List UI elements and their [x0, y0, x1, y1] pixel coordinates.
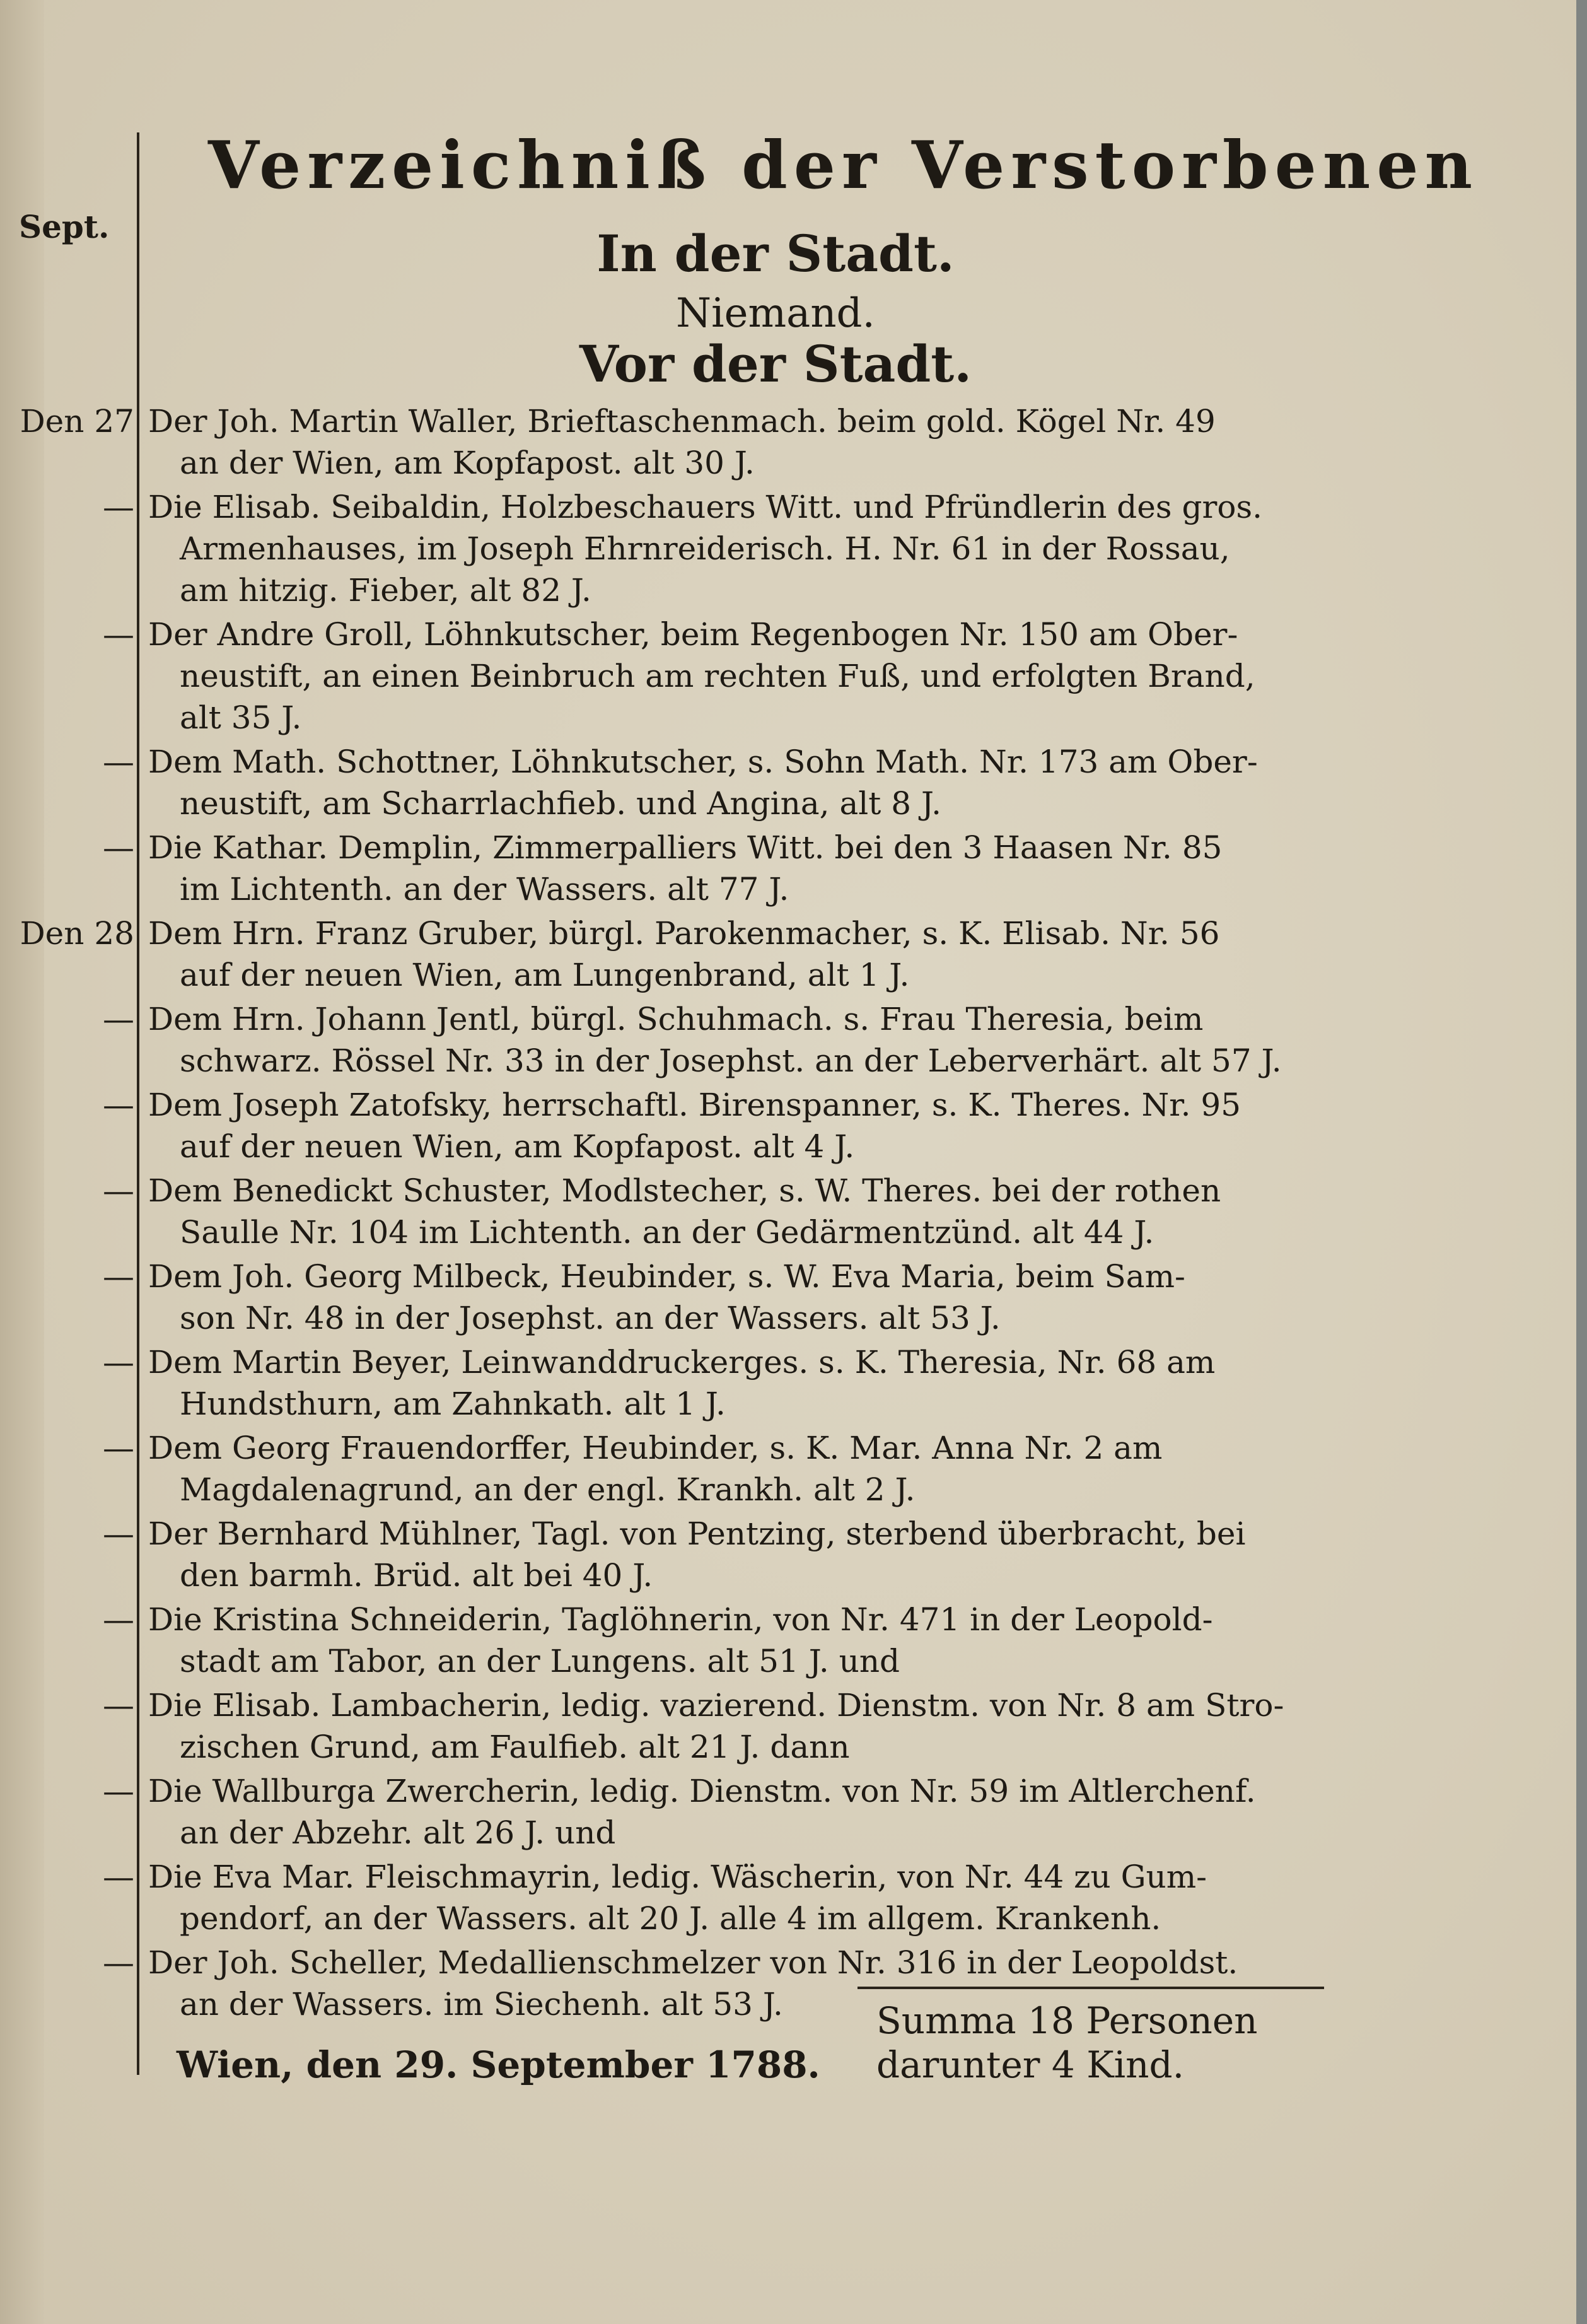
- entry-line: Der Joh. Martin Waller, Brieftaschenmach. beim gold. Kögel Nr. 49: [148, 403, 1216, 440]
- section-heading-city: In der Stadt.: [596, 224, 955, 283]
- entry-line: Dem Hrn. Johann Jentl, bürgl. Schuhmach. s. Frau Theresia, beim: [148, 1001, 1204, 1037]
- entry-text: [142, 1599, 1403, 1682]
- entry-date: Den 27: [20, 403, 134, 440]
- entry-date: —: [103, 1687, 134, 1724]
- entry-text: [142, 1341, 1403, 1425]
- list-item: [0, 1427, 1576, 1510]
- list-item: [0, 1256, 1576, 1339]
- entry-line: son Nr. 48 in der Josephst. an der Wassers. alt 53 J.: [180, 1300, 1001, 1336]
- entry-text: [142, 1856, 1403, 1939]
- list-item: [0, 741, 1576, 824]
- entries-list: [0, 400, 1576, 2028]
- list-item: [0, 998, 1576, 1082]
- list-item: [0, 1770, 1576, 1854]
- entry-date: —: [103, 489, 134, 525]
- entry-line: Der Andre Groll, Löhnkutscher, beim Regenbogen Nr. 150 am Ober-: [148, 616, 1238, 653]
- entry-text: [142, 1170, 1403, 1253]
- month-label: Sept.: [19, 208, 110, 245]
- scan-background-edge: [1576, 0, 1587, 2324]
- entry-text: [142, 400, 1403, 484]
- entry-text: [142, 998, 1403, 1082]
- entry-line: an der Wien, am Kopfapost. alt 30 J.: [180, 445, 755, 481]
- entry-line: an der Wassers. im Siechenh. alt 53 J.: [180, 1986, 783, 2023]
- entry-date: —: [103, 616, 134, 653]
- entry-line: Die Kristina Schneiderin, Taglöhnerin, von Nr. 471 in der Leopold-: [148, 1601, 1213, 1638]
- entry-line: an der Abzehr. alt 26 J. und: [180, 1814, 616, 1851]
- entry-date: —: [103, 1344, 134, 1381]
- entry-line: Die Wallburga Zwercherin, ledig. Dienstm. von Nr. 59 im Altlerchenf.: [148, 1773, 1256, 1809]
- section-heading-outside: Vor der Stadt.: [579, 334, 972, 394]
- entry-line: Die Elisab. Lambacherin, ledig. vazierend. Dienstm. von Nr. 8 am Stro-: [148, 1687, 1284, 1724]
- entry-text: [142, 1084, 1403, 1167]
- entry-line: Dem Benedickt Schuster, Modlstecher, s. W. Theres. bei der rothen: [148, 1172, 1221, 1209]
- entry-line: Dem Martin Beyer, Leinwanddruckerges. s. K. Theresia, Nr. 68 am: [148, 1344, 1216, 1381]
- entry-line: am hitzig. Fieber, alt 82 J.: [180, 572, 591, 609]
- entry-line: Der Bernhard Mühlner, Tagl. von Pentzing, sterbend überbracht, bei: [148, 1515, 1246, 1552]
- entry-line: den barmh. Brüd. alt bei 40 J.: [180, 1557, 653, 1594]
- entry-text: [142, 827, 1403, 910]
- entry-line: Dem Joh. Georg Milbeck, Heubinder, s. W. Eva Maria, beim Sam-: [148, 1258, 1185, 1295]
- list-item: [0, 614, 1576, 739]
- entry-line: Der Joh. Scheller, Medallienschmelzer von Nr. 316 in der Leopoldst.: [148, 1944, 1238, 1981]
- entry-date: —: [103, 1515, 134, 1552]
- list-item: [0, 486, 1576, 611]
- entry-date: —: [103, 1087, 134, 1123]
- entry-date: —: [103, 1859, 134, 1895]
- entry-line: pendorf, an der Wassers. alt 20 J. alle 4 im allgem. Krankenh.: [180, 1900, 1161, 1937]
- entry-line: schwarz. Rössel Nr. 33 in der Josephst. an der Leberverhärt. alt 57 J.: [180, 1042, 1282, 1079]
- entry-line: auf der neuen Wien, am Lungenbrand, alt 1 J.: [180, 957, 910, 993]
- entry-text: [142, 1427, 1403, 1510]
- entry-text: [142, 486, 1403, 611]
- list-item: [0, 1942, 1576, 2025]
- entry-line: Magdalenagrund, an der engl. Krankh. alt 2 J.: [180, 1471, 916, 1508]
- entry-date: —: [103, 829, 134, 866]
- entry-line: neustift, am Scharrlachfieb. und Angina, alt 8 J.: [180, 785, 942, 822]
- summary-rule: [857, 1987, 1324, 1989]
- entry-date: —: [103, 1773, 134, 1809]
- entry-text: [142, 913, 1403, 996]
- entry-line: Die Eva Mar. Fleischmayrin, ledig. Wäscherin, von Nr. 44 zu Gum-: [148, 1859, 1207, 1895]
- entry-text: [142, 741, 1403, 824]
- place-and-date: Wien, den 29. September 1788.: [177, 2043, 820, 2086]
- entry-text: [142, 614, 1403, 739]
- list-item: [0, 1341, 1576, 1425]
- entry-text: [142, 1256, 1403, 1339]
- list-item: [0, 1084, 1576, 1167]
- entry-line: auf der neuen Wien, am Kopfapost. alt 4 J.: [180, 1128, 855, 1165]
- entry-date: —: [103, 1601, 134, 1638]
- entry-line: Dem Math. Schottner, Löhnkutscher, s. Sohn Math. Nr. 173 am Ober-: [148, 744, 1258, 780]
- city-none-note: Niemand.: [676, 290, 875, 337]
- entry-line: Die Elisab. Seibaldin, Holzbeschauers Witt. und Pfründlerin des gros.: [148, 489, 1263, 525]
- entry-date: —: [103, 1430, 134, 1466]
- summary-children: darunter 4 Kind.: [876, 2043, 1185, 2086]
- entry-line: Dem Georg Frauendorffer, Heubinder, s. K. Mar. Anna Nr. 2 am: [148, 1430, 1163, 1466]
- list-item: [0, 1599, 1576, 1682]
- entry-text: [142, 1685, 1403, 1768]
- entry-date: —: [103, 744, 134, 780]
- entry-date: —: [103, 1001, 134, 1037]
- list-item: [0, 827, 1576, 910]
- entry-date: —: [103, 1258, 134, 1295]
- entry-line: stadt am Tabor, an der Lungens. alt 51 J. und: [180, 1643, 900, 1679]
- list-item: [0, 400, 1576, 484]
- entry-line: Saulle Nr. 104 im Lichtenth. an der Gedärmentzünd. alt 44 J.: [180, 1214, 1154, 1251]
- entry-line: Dem Hrn. Franz Gruber, bürgl. Parokenmacher, s. K. Elisab. Nr. 56: [148, 915, 1220, 952]
- entry-date: —: [103, 1172, 134, 1209]
- entry-line: neustift, an einen Beinbruch am rechten Fuß, und erfolgten Brand,: [180, 658, 1255, 694]
- entry-line: alt 35 J.: [180, 699, 302, 736]
- entry-text: [142, 1770, 1403, 1854]
- list-item: [0, 1856, 1576, 1939]
- page-title: Verzeichniß der Verstorbenen: [208, 126, 1479, 204]
- list-item: [0, 1513, 1576, 1596]
- entry-line: zischen Grund, am Faulfieb. alt 21 J. dann: [180, 1729, 850, 1765]
- entry-line: Hundsthurn, am Zahnkath. alt 1 J.: [180, 1386, 726, 1422]
- list-item: [0, 1170, 1576, 1253]
- entry-line: Dem Joseph Zatofsky, herrschaftl. Birenspanner, s. K. Theres. Nr. 95: [148, 1087, 1241, 1123]
- entry-line: Die Kathar. Demplin, Zimmerpalliers Witt. bei den 3 Haasen Nr. 85: [148, 829, 1223, 866]
- list-item: [0, 1685, 1576, 1768]
- summary-total: Summa 18 Personen: [876, 1999, 1258, 2042]
- entry-line: Armenhauses, im Joseph Ehrnreiderisch. H. Nr. 61 in der Rossau,: [180, 530, 1230, 567]
- entry-date: —: [103, 1944, 134, 1981]
- entry-line: im Lichtenth. an der Wassers. alt 77 J.: [180, 871, 789, 908]
- list-item: [0, 913, 1576, 996]
- entry-date: Den 28: [20, 915, 134, 952]
- entry-text: [142, 1513, 1403, 1596]
